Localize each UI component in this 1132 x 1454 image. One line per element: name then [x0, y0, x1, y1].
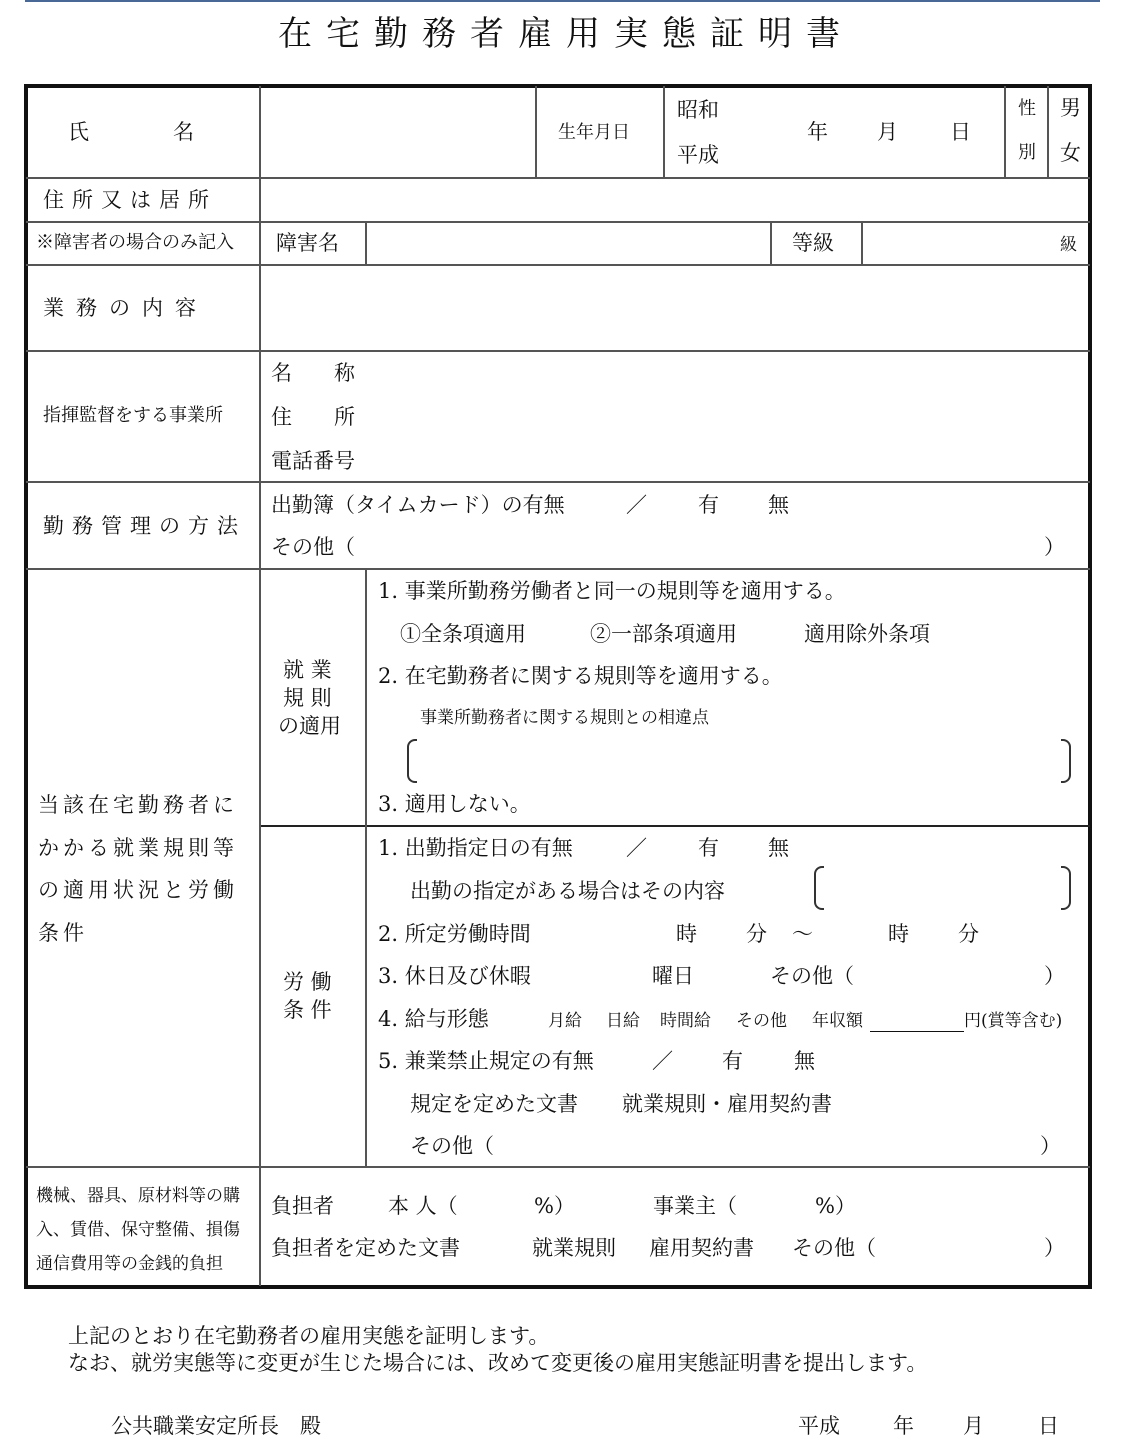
date-day-label: 日 [1038, 1414, 1059, 1438]
bearer-self-percent-field[interactable] [470, 1190, 530, 1220]
birth-year-label: 年 [807, 120, 828, 144]
row-divider [26, 568, 1090, 570]
management-label: 勤務管理の方法 [43, 514, 246, 538]
bearer-label: 負担者 [271, 1194, 334, 1218]
grade-label: 等級 [792, 231, 834, 255]
cost-label: 入、賃借、保守整備、損傷 [36, 1220, 240, 1240]
slash: ／ [652, 1049, 673, 1073]
office-label: 指揮監督をする事業所 [43, 405, 223, 426]
attendance-detail-field[interactable] [826, 867, 1060, 907]
birth-day-label: 日 [950, 120, 971, 144]
disability-note: ※障害者の場合のみ記入 [36, 232, 234, 253]
pay-type-hourly[interactable]: 時間給 [660, 1011, 711, 1031]
certification-statement: 上記のとおり在宅勤務者の雇用実態を証明します。 [68, 1324, 550, 1348]
rules-option-1[interactable]: 1. 事業所勤務労働者と同一の規則等を適用する。 [378, 579, 846, 603]
office-phone-label: 電話番号 [271, 449, 355, 473]
labor-conditions-label: 労 働 [283, 970, 332, 994]
labor-item-5: 5. 兼業禁止規定の有無 [378, 1049, 594, 1073]
cost-label: 通信費用等の金銭的負担 [36, 1254, 223, 1274]
column-divider [259, 86, 261, 1286]
date-year-label: 年 [893, 1414, 914, 1438]
pay-type-monthly[interactable]: 月給 [548, 1011, 582, 1031]
disability-name-field[interactable] [368, 224, 768, 264]
bracket-right-icon [1061, 739, 1071, 783]
rules-section-label: 条件 [38, 921, 88, 945]
sex-option-female[interactable]: 女 [1060, 141, 1081, 165]
change-notice: なお、就労実態等に変更が生じた場合には、改めて変更後の雇用実態証明書を提出します。 [68, 1351, 928, 1375]
column-divider [1004, 86, 1006, 178]
column-divider [365, 222, 367, 265]
bearer-doc-contract[interactable]: 雇用契約書 [649, 1236, 754, 1260]
side-job-other-field[interactable] [510, 1130, 1040, 1160]
office-name-label: 名 称 [271, 361, 355, 385]
address-label: 住所又は居所 [43, 188, 217, 212]
bracket-left-icon [407, 739, 417, 783]
management-other-label: その他（ [271, 535, 355, 559]
header-rule [25, 0, 1100, 2]
end-minute-label: 分 [958, 922, 979, 946]
row-divider [26, 221, 1090, 223]
bearer-employer-label: 事業主（ [653, 1194, 737, 1218]
bearer-doc-label: 負担者を定めた文書 [271, 1236, 460, 1260]
row-divider [26, 1166, 1090, 1168]
close-paren: ） [1044, 535, 1065, 559]
name-field[interactable] [262, 87, 534, 176]
rules-section-label: の適用状況と労働 [38, 878, 238, 902]
rules-option-2[interactable]: 2. 在宅勤務者に関する規則等を適用する。 [378, 664, 783, 688]
end-hour-label: 時 [888, 922, 909, 946]
rules-section-label: 当該在宅勤務者に [38, 793, 238, 817]
rules-section-label: かかる就業規則等 [38, 836, 238, 860]
era-showa[interactable]: 昭和 [677, 98, 719, 122]
side-job-doc-options[interactable]: 就業規則・雇用契約書 [622, 1092, 832, 1116]
labor-item-2: 2. 所定労働時間 [378, 922, 531, 946]
differences-field[interactable] [420, 740, 1060, 780]
disability-name-label: 障害名 [276, 231, 339, 255]
row-divider [26, 264, 1090, 266]
percent-close: %） [534, 1194, 575, 1218]
holiday-other-field[interactable] [870, 960, 1040, 990]
tilde: ～ [792, 922, 813, 946]
rules-application-label: 就 業 [283, 658, 332, 682]
close-paren: ） [1044, 1236, 1065, 1260]
row-divider [26, 350, 1090, 352]
name-label: 氏 名 [68, 120, 194, 144]
annual-income-underline [870, 1031, 964, 1032]
bracket-right-icon [1061, 866, 1071, 910]
pay-type-daily[interactable]: 日給 [606, 1011, 640, 1031]
addressee: 公共職業安定所長 殿 [111, 1414, 321, 1438]
rules-suboption-all[interactable]: ①全条項適用 [400, 622, 526, 646]
weekday-label: 曜日 [652, 964, 694, 988]
side-job-no[interactable]: 無 [794, 1049, 815, 1073]
row-divider [26, 177, 1090, 179]
annual-income-suffix: 円(賞等含む) [964, 1011, 1063, 1031]
bracket-left-icon [814, 866, 824, 910]
side-job-doc-label: 規定を定めた文書 [410, 1092, 578, 1116]
start-hour-label: 時 [676, 922, 697, 946]
grade-field[interactable] [864, 224, 1054, 264]
sex-label: 別 [1018, 142, 1036, 163]
grade-unit: 級 [1060, 235, 1077, 255]
work-content-label: 業務の内容 [43, 296, 208, 320]
slash: ／ [626, 493, 647, 517]
date-era: 平成 [798, 1414, 840, 1438]
attendance-no[interactable]: 無 [768, 836, 789, 860]
rules-suboption-partial[interactable]: ②一部条項適用 [590, 622, 737, 646]
rules-application-label: 規 則 [283, 686, 332, 710]
column-divider [770, 222, 772, 265]
annual-income-label: 年収額 [812, 1011, 863, 1031]
attendance-yes[interactable]: 有 [698, 836, 719, 860]
timecard-yes[interactable]: 有 [698, 493, 719, 517]
rules-option-3[interactable]: 3. 適用しない。 [378, 792, 531, 816]
attendance-detail-label: 出勤の指定がある場合はその内容 [410, 879, 725, 903]
column-divider [535, 86, 537, 178]
document-title: 在宅勤務者雇用実態証明書 [278, 14, 854, 54]
sex-option-male[interactable]: 男 [1060, 96, 1081, 120]
sex-label: 性 [1018, 98, 1036, 119]
date-month-label: 月 [963, 1414, 984, 1438]
timecard-no[interactable]: 無 [768, 493, 789, 517]
address-field[interactable] [262, 180, 1088, 220]
labor-conditions-label: 条 件 [283, 998, 332, 1022]
differences-label: 事業所勤務者に関する規則との相違点 [420, 708, 709, 728]
birthdate-label: 生年月日 [558, 122, 630, 143]
birth-month-label: 月 [877, 120, 898, 144]
column-divider [365, 569, 367, 1167]
percent-close: %） [815, 1194, 856, 1218]
column-divider [1047, 86, 1049, 178]
labor-item-1: 1. 出勤指定日の有無 [378, 836, 573, 860]
labor-item-4: 4. 給与形態 [378, 1007, 489, 1031]
close-paren: ） [1040, 1134, 1061, 1158]
era-heisei[interactable]: 平成 [677, 143, 719, 167]
start-minute-label: 分 [746, 922, 767, 946]
bearer-doc-other-field[interactable] [890, 1232, 1040, 1262]
close-paren: ） [1044, 964, 1065, 988]
work-content-field[interactable] [262, 267, 1088, 349]
timecard-label: 出勤簿（タイムカード）の有無 [271, 493, 565, 517]
bearer-doc-other-label: その他（ [792, 1236, 876, 1260]
row-divider [26, 481, 1090, 483]
column-divider [663, 86, 665, 178]
management-other-field[interactable] [370, 530, 1040, 560]
office-address-label: 住 所 [271, 405, 355, 429]
start-hour-field[interactable] [610, 918, 670, 948]
bearer-employer-percent-field[interactable] [750, 1190, 810, 1220]
column-divider [861, 222, 863, 265]
bearer-doc-rules[interactable]: 就業規則 [532, 1236, 616, 1260]
side-job-yes[interactable]: 有 [722, 1049, 743, 1073]
rules-application-label: の適用 [278, 714, 341, 738]
labor-item-3: 3. 休日及び休暇 [378, 964, 531, 988]
office-details-field[interactable] [370, 356, 1086, 476]
pay-type-other[interactable]: その他 [736, 1011, 787, 1031]
side-job-other-label: その他（ [410, 1134, 494, 1158]
rules-excluded-clauses: 適用除外条項 [804, 622, 930, 646]
holiday-other-label: その他（ [770, 964, 854, 988]
cost-label: 機械、器具、原材料等の購 [36, 1186, 240, 1206]
row-divider [260, 825, 1090, 827]
bearer-self-label: 本 人（ [388, 1194, 458, 1218]
annual-income-field[interactable] [870, 1008, 964, 1031]
slash: ／ [626, 836, 647, 860]
